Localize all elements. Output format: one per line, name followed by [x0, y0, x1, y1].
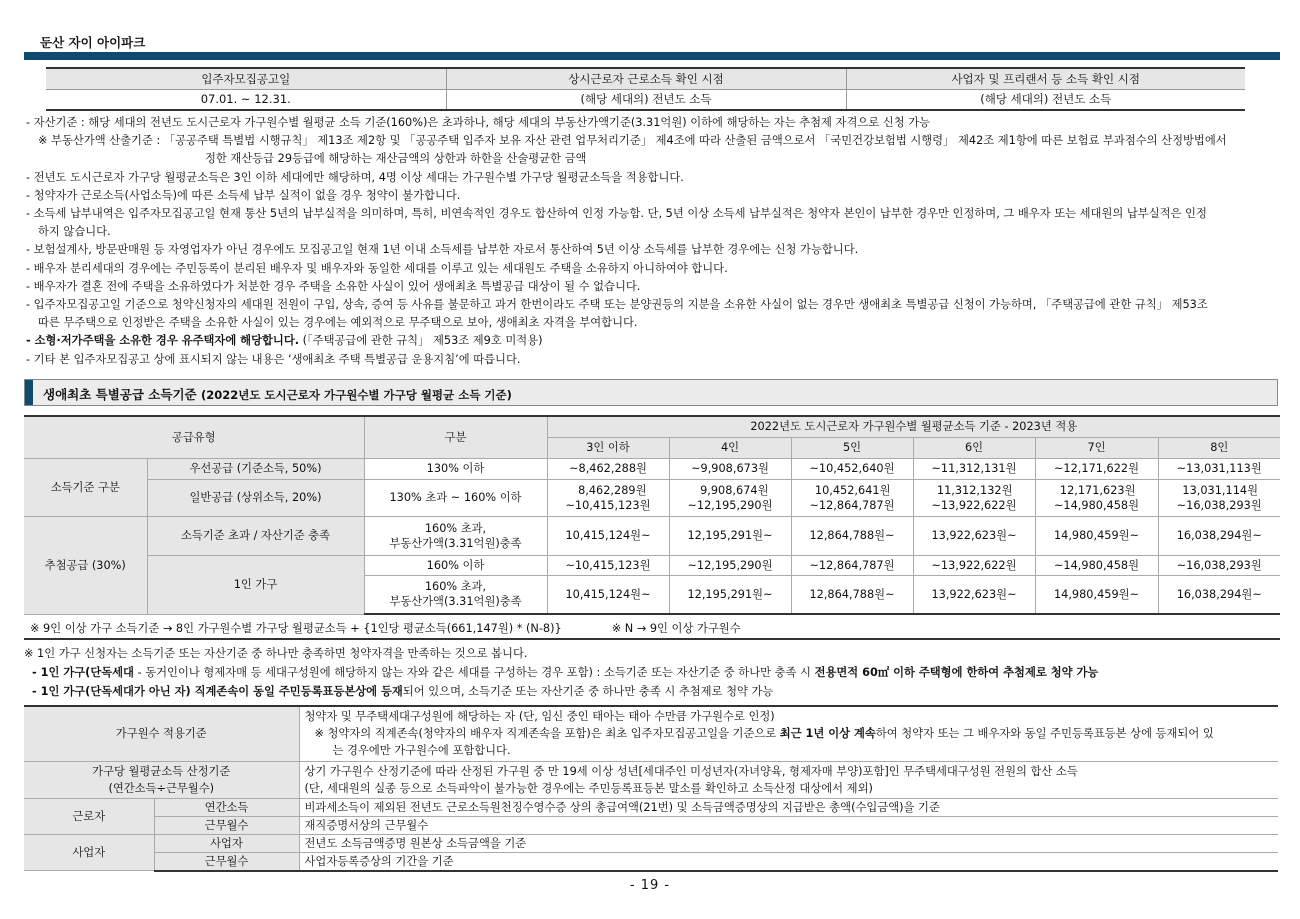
note-line: - 자산기준 : 해당 세대의 전년도 도시근로자 가구원수별 월평균 소득 기준(160%)은 초과하나, 해당 세대의 부동산가액기준(3.31억원) 이하에 해당하는 자는 추첨제 자격으로 신청 가능: [26, 116, 931, 129]
row-label: 근무월수: [154, 852, 299, 871]
table-cell: 9,908,674원 ~12,195,290원: [669, 479, 791, 516]
table-cell: 10,415,124원~: [547, 575, 669, 614]
page-number: - 19 -: [629, 878, 671, 893]
income-check-timing-table: [46, 67, 1245, 111]
note-line: - 청약자가 근로소득(사업소득)에 따른 소득세 납부 실적이 없을 경우 청약이 불가합니다.: [26, 188, 461, 202]
note-text: (「주택공급에 관한 규칙」 제53조 제9호 미적용): [302, 334, 543, 348]
table-cell: ~13,922,622원: [913, 555, 1035, 575]
table-cell: 11,312,132원 ~13,922,622원: [913, 479, 1035, 516]
table-cell: ~12,195,290원: [669, 555, 791, 575]
note-line: - 전년도 도시근로자 가구당 월평균소득은 3인 이하 세대에만 해당하며, 4명 이상 세대는 가구원수별 가구당 월평균소득을 적용합니다.: [26, 170, 684, 184]
row-label: 가구원수 적용기준: [24, 706, 299, 761]
col-header: 상시근로자 근로소득 확인 시점: [446, 68, 846, 89]
row-label: 가구당 월평균소득 산정기준 (연간소득÷근무월수): [24, 761, 299, 798]
row-group-label: 추첨공급 (30%): [24, 516, 147, 614]
eligibility-notes: [26, 114, 1286, 369]
row-label: 우선공급 (기준소득, 50%): [147, 458, 364, 479]
table-cell: 130% 초과 ~ 160% 이하: [364, 479, 547, 516]
note-line: 하지 않습니다.: [38, 225, 111, 239]
table-cell: 8,462,289원 ~10,415,123원: [547, 479, 669, 516]
table-cell: 160% 초과, 부동산가액(3.31억원)충족: [364, 575, 547, 614]
section-title: 생애최초 특별공급 소득기준: [43, 387, 197, 402]
col-header: 3인 이하: [547, 437, 669, 458]
table-cell: ~12,864,787원: [791, 555, 913, 575]
table-cell: ~10,452,640원: [791, 458, 913, 479]
col-header: 입주자모집공고일: [46, 68, 446, 89]
header-rule: [24, 52, 1280, 60]
note-line: - 보험설계사, 방문판매원 등 자영업자가 아닌 경우에도 모집공고일 현재 1년 이내 소득세를 납부한 자로서 통산하여 5년 이상 소득세를 납부한 경우에는 신청 가능합니다.: [26, 243, 859, 257]
col-header: 4인: [669, 437, 791, 458]
table-cell: 16,038,294원~: [1158, 516, 1280, 555]
table-cell: 13,922,623원~: [913, 516, 1035, 555]
note-bold: - 소형·저가주택을 소유한 경우 유주택자에 해당합니다.: [26, 334, 300, 348]
table-cell: 10,415,124원~: [547, 516, 669, 555]
table-cell: 160% 이하: [364, 555, 547, 575]
note-line: - 1인 가구(단독세대 - 동거인이나 형제자매 등 세대구성원에 해당하지 않는 자와 같은 세대를 구성하는 경우 포함) : 소득기준 또는 자산기준 중 하나만 충족 시 전용면적 60㎡ 이하 주택형에 한하여 추첨제로 청약 가능: [32, 666, 1099, 679]
income-criteria-table: [24, 415, 1280, 615]
table-cell: ~11,312,131원: [913, 458, 1035, 479]
household-criteria-table: [24, 705, 1278, 872]
note-line: - 기타 본 입주자모집공고 상에 표시되지 않는 내용은 ‘생애최초 주택 특별공급 운용지침’에 따릅니다.: [26, 352, 521, 366]
col-header: 6인: [913, 437, 1035, 458]
footnote-text: ※ 9인 이상 가구 소득기준 → 8인 가구원수별 가구당 월평균소득 + {1인당 평균소득(661,147원) * (N-8)}: [30, 622, 562, 635]
footnote-rule: [24, 638, 1280, 640]
document-title: 둔산 자이 아이파크: [40, 35, 146, 50]
col-header: 구분: [364, 416, 547, 458]
table-cell: 14,980,459원~: [1035, 575, 1158, 614]
table-cell: 07.01. ~ 12.31.: [46, 89, 446, 110]
table-footnote: [30, 620, 741, 636]
table-cell: ~14,980,458원: [1035, 555, 1158, 575]
note-line: - 1인 가구(단독세대가 아닌 자) 직계존속이 동일 주민등록표등본상에 등재되어 있으며, 소득기준 또는 자산기준 중 하나만 충족 시 추첨제로 청약 가능: [32, 685, 774, 698]
col-header: 2022년도 도시근로자 가구원수별 월평균소득 기준 - 2023년 적용: [547, 416, 1280, 437]
row-label: 1인 가구: [147, 555, 364, 614]
table-cell: ~10,415,123원: [547, 555, 669, 575]
footnote-text: ※ N → 9인 이상 가구원수: [611, 622, 741, 635]
section-bar: [25, 380, 33, 405]
table-cell: ~9,908,673원: [669, 458, 791, 479]
row-label: 연간소득: [154, 798, 299, 816]
col-header: 7인: [1035, 437, 1158, 458]
note-line: 따른 무주택으로 인정받은 주택을 소유한 사실이 있는 경우에는 예외적으로 무주택으로 보아, 생애최초 자격을 부여합니다.: [38, 316, 638, 330]
table-cell: 10,452,641원 ~12,864,787원: [791, 479, 913, 516]
col-header: 8인: [1158, 437, 1280, 458]
table-cell: ~16,038,293원: [1158, 555, 1280, 575]
table-cell: 12,195,291원~: [669, 516, 791, 555]
table-cell: ~13,031,113원: [1158, 458, 1280, 479]
table-cell: 12,864,788원~: [791, 516, 913, 555]
row-label: 소득기준 초과 / 자산기준 충족: [147, 516, 364, 555]
col-header: 사업자 및 프리랜서 등 소득 확인 시점: [846, 68, 1245, 89]
single-household-notes: [24, 644, 1098, 701]
table-cell: (해당 세대의) 전년도 소득: [446, 89, 846, 110]
table-cell: ~12,171,622원: [1035, 458, 1158, 479]
table-cell: 재직증명서상의 근무월수: [299, 816, 1278, 834]
note-line: - 입주자모집공고일 기준으로 청약신청자의 세대원 전원이 구입, 상속, 증여 등 사유를 불문하고 과거 한번이라도 주택 또는 분양권등의 지분을 소유한 사실이 없는 경우만 생애최초 특별공급 신청이 가능하며, 「주택공급에 관한 규칙」 제53조: [26, 298, 1208, 312]
table-cell: (해당 세대의) 전년도 소득: [846, 89, 1245, 110]
col-header: 5인: [791, 437, 913, 458]
table-cell: 사업자등록증상의 기간을 기준: [299, 852, 1278, 871]
note-line: - 배우자가 결혼 전에 주택을 소유하였다가 처분한 경우 주택을 소유한 사실이 있어 생애최초 특별공급 대상이 될 수 없습니다.: [26, 279, 641, 293]
note-line: - 소득세 납부내역은 입주자모집공고일 현재 통산 5년의 납부실적을 의미하며, 특히, 비연속적인 경우도 합산하여 인정 가능함. 단, 5년 이상 소득세 납부실적은 청약자 본인이 납부한 경우만 인정하며, 그 배우자 또는 세대원의 납부실적은 인정: [26, 207, 1207, 221]
table-cell: 16,038,294원~: [1158, 575, 1280, 614]
col-header: 공급유형: [24, 416, 364, 458]
table-cell: 130% 이하: [364, 458, 547, 479]
table-cell: 비과세소득이 제외된 전년도 근로소득원천징수영수증 상의 총급여액(21번) 및 소득금액증명상의 지급받은 총액(수입금액)을 기준: [299, 798, 1278, 816]
note-line: [26, 332, 1286, 350]
table-cell: 160% 초과, 부동산가액(3.31억원)충족: [364, 516, 547, 555]
table-cell: 전년도 소득금액증명 원본상 소득금액을 기준: [299, 834, 1278, 852]
table-cell: ~8,462,288원: [547, 458, 669, 479]
table-cell: 12,864,788원~: [791, 575, 913, 614]
row-group-label: 사업자: [24, 834, 154, 871]
row-group-label: 소득기준 구분: [24, 458, 147, 516]
note-line: ※ 부동산가액 산출기준 : 「공공주택 특별법 시행규칙」 제13조 제2항 및 「공공주택 입주자 보유 자산 관련 업무처리기준」 제4조에 따라 산출된 금액으로서 「국민건강보험법 시행령」 제42조 제1항에 따른 보험료 부과점수의 산정방법에서: [38, 134, 1227, 148]
table-cell: 청약자 및 무주택세대구성원에 해당하는 자 (단, 임신 중인 태아는 태아 수만큼 가구원수로 인정) ※ 청약자의 직계존속(청약자의 배우자 직계존속을 포함)은 최초 입주자모집공고일을 기준으로 최근 1년 이상 계속하여 청약자 또는 그 배우자와 동일 주민등록표등본 상에 등재되어 있 는 경우에만 가구원수에 포함합니다.: [299, 706, 1278, 761]
table-cell: 12,171,623원 ~14,980,458원: [1035, 479, 1158, 516]
table-cell: 상기 가구원수 산정기준에 따라 산정된 가구원 중 만 19세 이상 성년[세대주인 미성년자(자녀양육, 형제자매 부양)포함]인 무주택세대구성원 전원의 합산 소득 (단, 세대원의 실종 등으로 소득파악이 불가능한 경우에는 주민등록표등본 말소를 확인하고 소득산정 대상에서 제외): [299, 761, 1278, 798]
section-heading: [24, 379, 1278, 406]
section-subtitle: (2022년도 도시근로자 가구원수별 가구당 월평균 소득 기준): [200, 388, 512, 402]
table-cell: 14,980,459원~: [1035, 516, 1158, 555]
row-label: 사업자: [154, 834, 299, 852]
row-label: 일반공급 (상위소득, 20%): [147, 479, 364, 516]
row-label: 근무월수: [154, 816, 299, 834]
table-cell: 13,031,114원 ~16,038,293원: [1158, 479, 1280, 516]
table-cell: 13,922,623원~: [913, 575, 1035, 614]
note-line: 정한 재산등급 29등급에 해당하는 재산금액의 상한과 하한을 산술평균한 금액: [205, 152, 587, 166]
table-cell: 12,195,291원~: [669, 575, 791, 614]
note-line: - 배우자 분리세대의 경우에는 주민등록이 분리된 배우자 및 배우자와 동일한 세대를 이루고 있는 세대원도 주택을 소유하지 아니하여야 합니다.: [26, 261, 728, 275]
note-line: ※ 1인 가구 신청자는 소득기준 또는 자산기준 중 하나만 충족하면 청약자격을 만족하는 것으로 봅니다.: [24, 647, 528, 660]
row-group-label: 근로자: [24, 798, 154, 834]
